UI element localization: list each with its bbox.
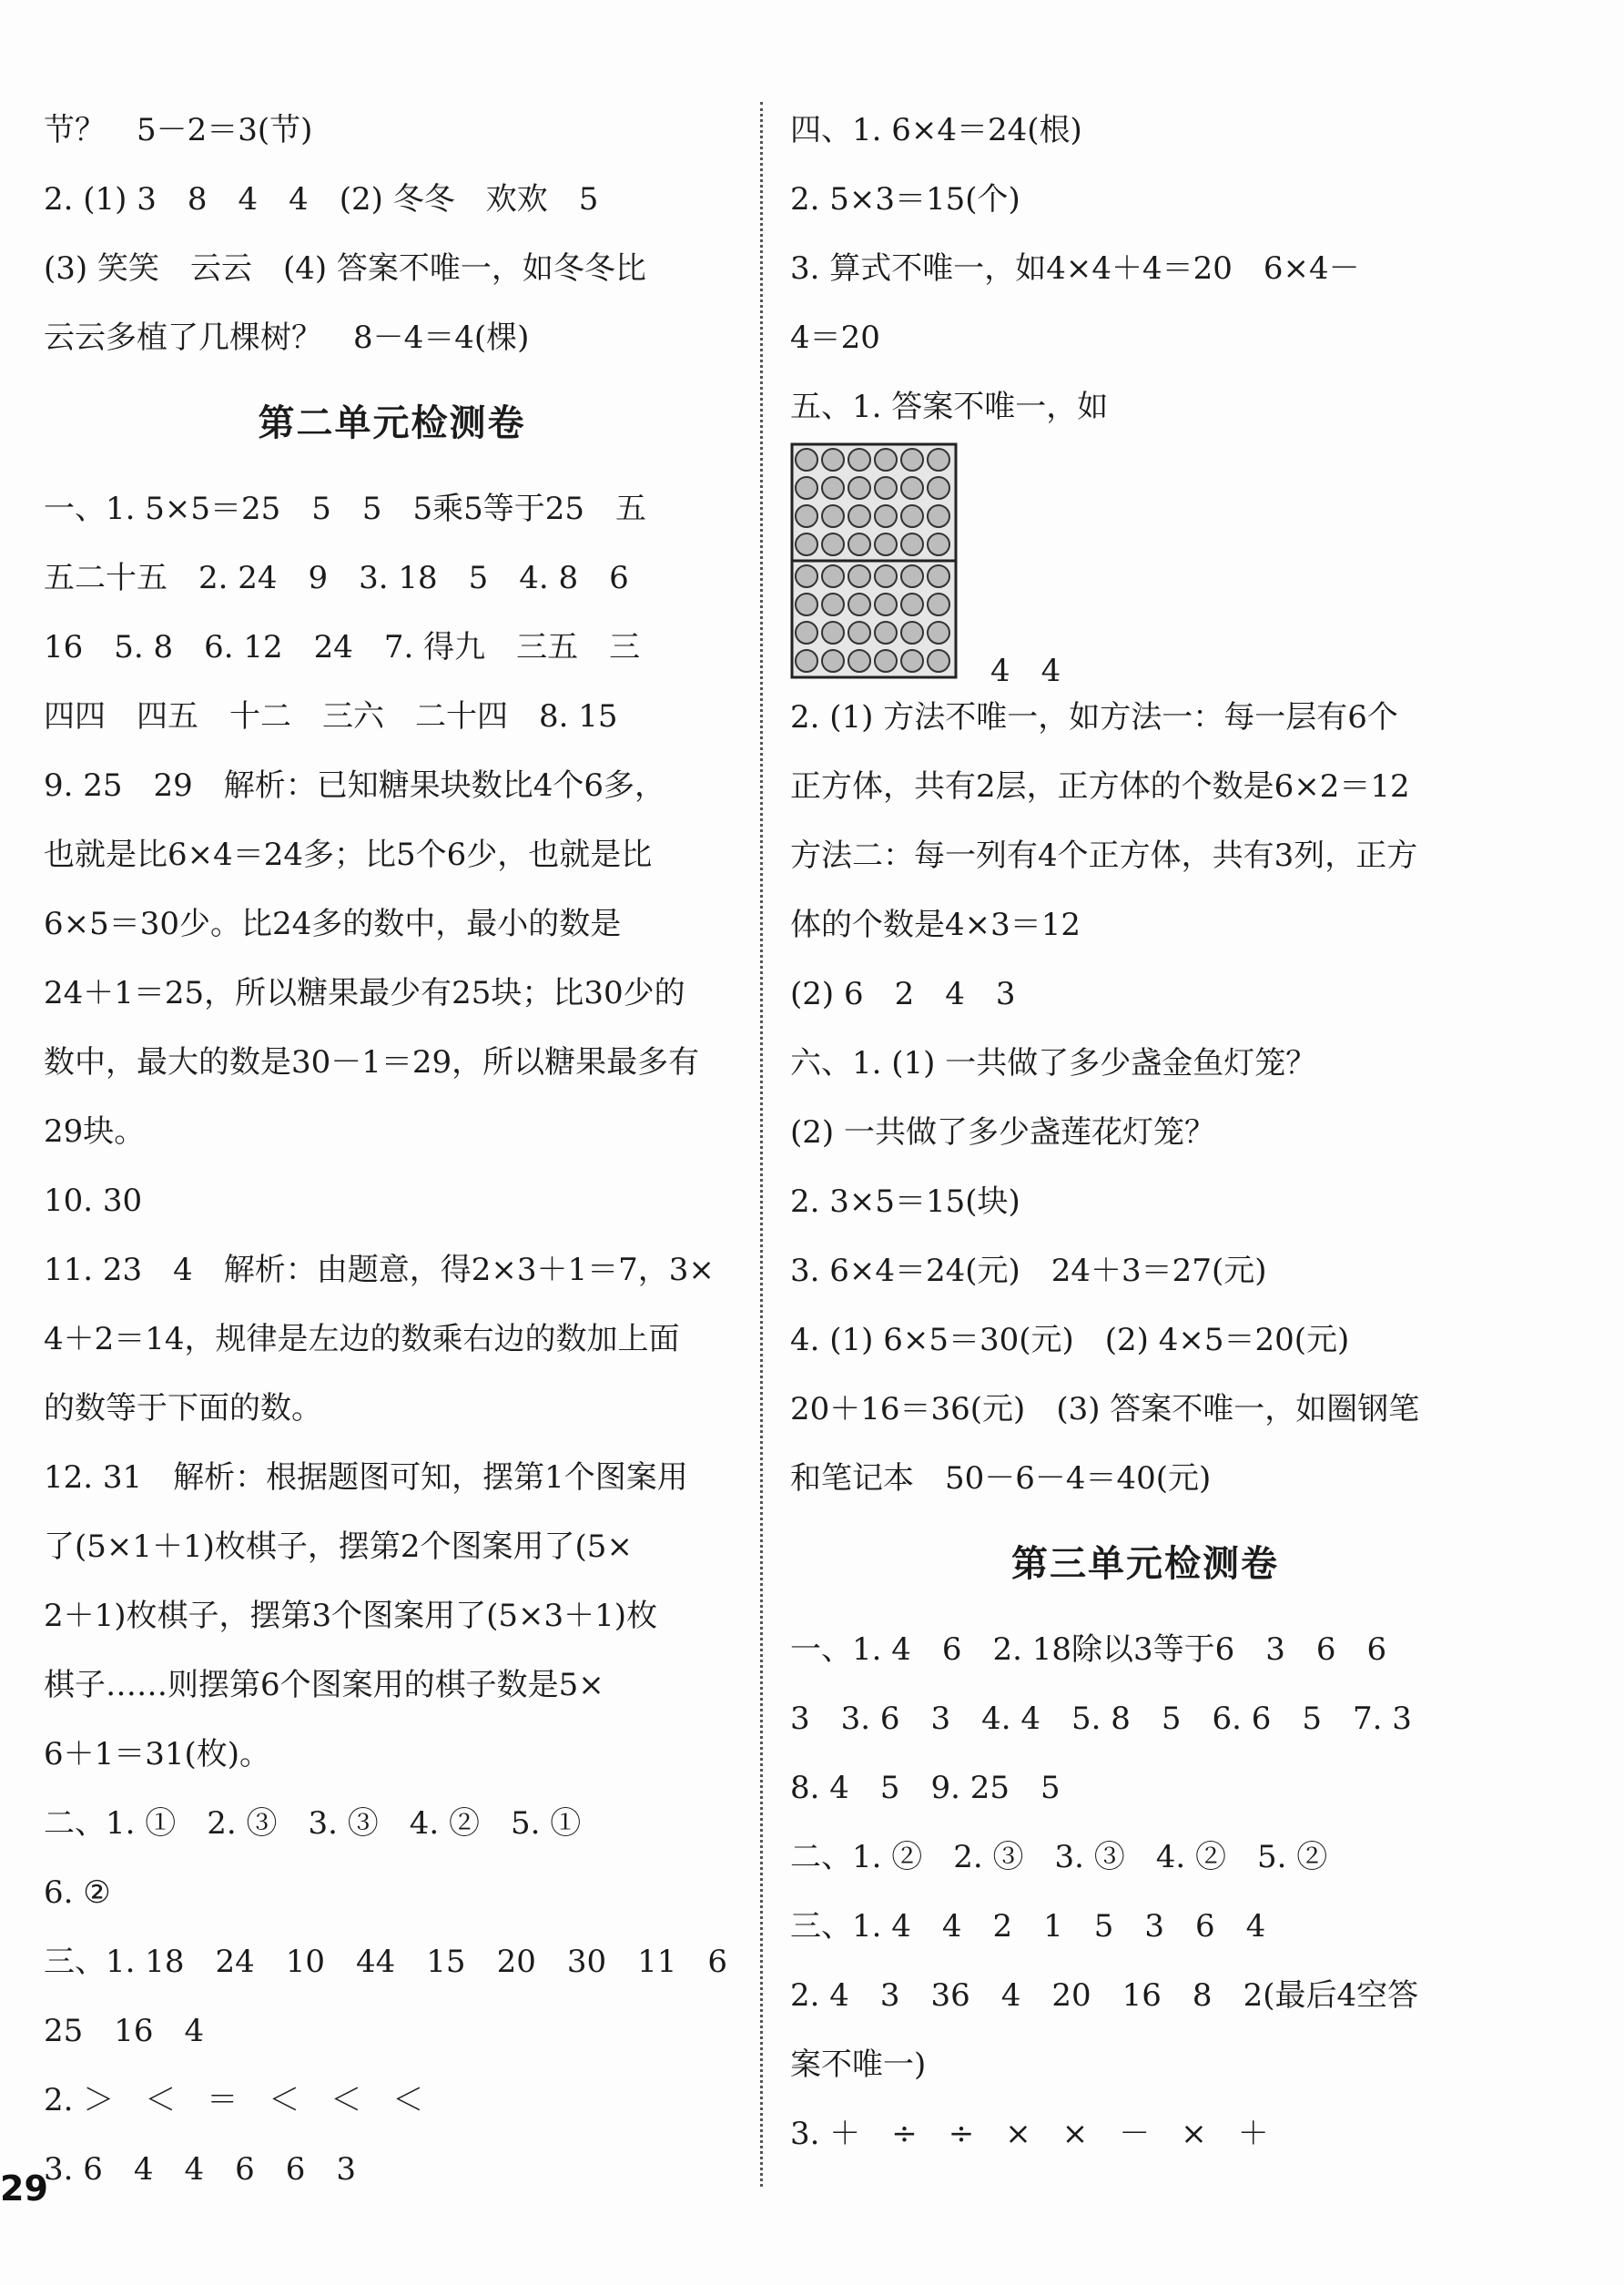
answer-line: 2＋1)枚棋子，摆第3个图案用了(5×3＋1)枚 [44, 1598, 658, 1634]
answer-line: 9. 25 29 解析：已知糖果块数比4个6多， [44, 767, 666, 804]
array-circle [928, 565, 949, 587]
answer-line: 体的个数是4×3＝12 [790, 907, 1081, 943]
answer-line: 25 16 4 [44, 2013, 205, 2049]
array-circle [901, 533, 923, 555]
array-circle [901, 650, 923, 672]
right-section-a [790, 96, 1500, 442]
array-circle [848, 622, 870, 644]
array-circle [928, 622, 949, 644]
array-circle [848, 565, 870, 587]
array-circle [928, 449, 949, 471]
answer-line: 3. ＋ ÷ ÷ × × － × ＋ [790, 2116, 1269, 2152]
right-column [790, 96, 1500, 2168]
answer-line: 6. ② [44, 1874, 111, 1911]
array-circle [928, 505, 949, 527]
array-circle [928, 650, 949, 672]
left-section-b [44, 474, 740, 2204]
answer-line: 五二十五 2. 24 9 3. 18 5 4. 8 6 [44, 560, 629, 596]
dot-grid-figure [790, 442, 1500, 689]
left-column [44, 96, 740, 2204]
array-circle [875, 622, 897, 644]
array-circle [848, 650, 870, 672]
answer-line: 三、1. 4 4 2 1 5 3 6 4 [790, 1908, 1266, 1945]
array-circle [875, 565, 897, 587]
answer-line: 4. (1) 6×5＝30(元) (2) 4×5＝20(元) [790, 1322, 1350, 1358]
array-circle [796, 477, 817, 499]
answer-line: 二、1. ① 2. ③ 3. ③ 4. ② 5. ① [44, 1805, 582, 1842]
answer-line: 的数等于下面的数。 [44, 1390, 322, 1427]
answer-line: 方法二：每一列有4个正方体，共有3列，正方 [790, 838, 1418, 874]
array-circle [875, 650, 897, 672]
array-circle [796, 594, 817, 615]
array-circle [796, 449, 817, 471]
array-circle [796, 622, 817, 644]
circle-array-figure [790, 442, 959, 683]
array-circle [822, 449, 844, 471]
array-circle [848, 505, 870, 527]
answer-line: 2. (1) 方法不唯一，如方法一：每一层有6个 [790, 699, 1398, 736]
answer-line: 五、1. 答案不唯一，如 [790, 389, 1109, 425]
answer-line: 和笔记本 50－6－4＝40(元) [790, 1460, 1212, 1497]
array-circle [928, 533, 949, 555]
array-circle [875, 505, 897, 527]
array-circle [796, 650, 817, 672]
array-circle [822, 650, 844, 672]
array-circle [848, 477, 870, 499]
answer-line: 二、1. ② 2. ③ 3. ③ 4. ② 5. ② [790, 1839, 1328, 1875]
page-number: 29 [0, 2168, 48, 2209]
answer-line: 4＝20 [790, 320, 880, 356]
array-circle [822, 533, 844, 555]
array-circle [875, 594, 897, 615]
answer-line: 3. 6×4＝24(元) 24＋3＝27(元) [790, 1253, 1267, 1289]
answer-line: 四四 四五 十二 三六 二十四 8. 15 [44, 698, 618, 735]
array-circle [822, 622, 844, 644]
array-circle [901, 505, 923, 527]
array-circle [901, 449, 923, 471]
answer-line: 数中，最大的数是30－1＝29，所以糖果最多有 [44, 1044, 700, 1081]
array-circle [901, 565, 923, 587]
answer-line: 三、1. 18 24 10 44 15 20 30 11 6 [44, 1944, 727, 1980]
answer-line: (3) 笑笑 云云 (4) 答案不唯一，如冬冬比 [44, 250, 646, 287]
array-circle [875, 533, 897, 555]
answer-line: 11. 23 4 解析：由题意，得2×3＋1＝7，3× [44, 1252, 715, 1288]
answer-line: 一、1. 5×5＝25 5 5 5乘5等于25 五 [44, 491, 647, 527]
array-circle [848, 533, 870, 555]
array-circle [822, 565, 844, 587]
answer-line: 了(5×1＋1)枚棋子，摆第2个图案用了(5× [44, 1528, 633, 1565]
grid-answer: 4 4 [990, 653, 1061, 689]
array-circle [928, 594, 949, 615]
answer-line: 10. 30 [44, 1183, 143, 1219]
answer-line: 3. 算式不唯一，如4×4＋4＝20 6×4－ [790, 250, 1360, 287]
answer-line: 24＋1＝25，所以糖果最少有25块；比30少的 [44, 975, 685, 1011]
answer-line: 29块。 [44, 1113, 146, 1150]
answer-line: 4＋2＝14，规律是左边的数乘右边的数加上面 [44, 1321, 680, 1357]
answer-line: 6×5＝30少。比24多的数中，最小的数是 [44, 906, 622, 942]
right-section-b [790, 683, 1500, 1513]
answer-line: 也就是比6×4＝24多；比5个6少，也就是比 [44, 837, 653, 873]
answer-line: 一、1. 4 6 2. 18除以3等于6 3 6 6 [790, 1631, 1387, 1668]
answer-line: 2. 4 3 36 4 20 16 8 2(最后4空答 [790, 1977, 1419, 2014]
answer-line: 2. 3×5＝15(块) [790, 1183, 1020, 1220]
answer-line: 20＋16＝36(元) (3) 答案不唯一，如圈钢笔 [790, 1391, 1420, 1427]
answer-line: 3 3. 6 3 4. 4 5. 8 5 6. 6 5 7. 3 [790, 1701, 1412, 1737]
answer-line: 六、1. (1) 一共做了多少盏金鱼灯笼？ [790, 1045, 1317, 1082]
array-circle [901, 622, 923, 644]
array-circle [848, 594, 870, 615]
array-circle [848, 449, 870, 471]
unit-two-title: 第二单元检测卷 [258, 401, 526, 444]
array-circle [796, 505, 817, 527]
right-section-c [790, 1615, 1500, 2168]
array-circle [822, 505, 844, 527]
answer-line: 2. ＞ ＜ ＝ ＜ ＜ ＜ [44, 2082, 424, 2118]
answer-line: 节？ 5－2＝3(节) [44, 112, 313, 148]
answer-line: 3. 6 4 4 6 6 3 [44, 2151, 357, 2188]
unit-three-title: 第三单元检测卷 [1011, 1542, 1279, 1585]
answer-line: 案不唯一) [790, 2046, 927, 2083]
array-circle [796, 565, 817, 587]
answer-line: (2) 6 2 4 3 [790, 976, 1016, 1012]
answer-line: 云云多植了几棵树？ 8－4＝4(棵) [44, 320, 530, 356]
answer-line: 正方体，共有2层，正方体的个数是6×2＝12 [790, 768, 1410, 805]
array-circle [822, 477, 844, 499]
array-circle [796, 533, 817, 555]
answer-line: 16 5. 8 6. 12 24 7. 得九 三五 三 [44, 629, 641, 665]
answer-line: 8. 4 5 9. 25 5 [790, 1770, 1061, 1806]
answer-line: 棋子……则摆第6个图案用的棋子数是5× [44, 1667, 604, 1703]
answer-line: 2. 5×3＝15(个) [790, 181, 1020, 218]
answer-line: 6＋1＝31(枚)。 [44, 1736, 271, 1772]
array-circle [875, 449, 897, 471]
array-circle [822, 594, 844, 615]
array-circle [901, 477, 923, 499]
left-section-a [44, 96, 740, 372]
array-circle [928, 477, 949, 499]
answer-line: 四、1. 6×4＝24(根) [790, 112, 1082, 148]
answer-line: 2. (1) 3 8 4 4 (2) 冬冬 欢欢 5 [44, 181, 599, 218]
answer-line: (2) 一共做了多少盏莲花灯笼？ [790, 1114, 1215, 1151]
array-circle [875, 477, 897, 499]
column-divider [760, 102, 763, 2187]
answer-line: 12. 31 解析：根据题图可知，摆第1个图案用 [44, 1459, 688, 1496]
array-circle [901, 594, 923, 615]
